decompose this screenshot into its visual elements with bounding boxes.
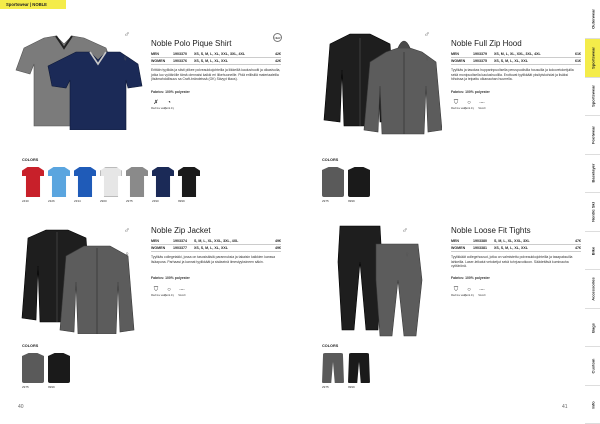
product-title: Noble Zip Jacket [151,226,211,235]
color-code: 2326 [48,199,55,203]
section-tag: Sportswear | NOBLE [0,0,66,9]
color-code: 2975 [322,385,329,389]
female-icon: ♀ [122,54,128,63]
color-code: 2975 [322,199,329,203]
dry-icon: ○ Quick dry [464,287,475,297]
male-icon: ♂ [124,226,130,235]
sidebar-tab-nordic-ski[interactable] [585,193,600,232]
color-swatch[interactable] [48,167,70,197]
size-row-men: MEN 1903379 XS, M, L, XL, XXL, 3XL, 4XL 61€ [451,52,581,56]
color-code: 9999 [348,385,355,389]
size-row-women: WOMEN 1903376 XS, S, M, L, XL, XXL 42€ [151,59,281,63]
sidebar-tab-label: Bike [590,246,595,255]
product-description: Tyylikkäät collegehousut, jotka on valmistettu polveaukkojohteilla ja tasapaksuilla lahkeilla. Laser-leikatut vetoketjut sekä tuhrjusvutkoon. Säädettävä kuminauha vyötärönä. [451,255,573,269]
care-icons [151,287,187,297]
colors-label: COLORS [22,344,39,348]
sidebar-tab-footwear[interactable] [585,116,600,155]
color-swatch[interactable] [74,167,96,197]
sidebar-tab-bike[interactable] [585,231,600,270]
colors-label: COLORS [322,158,339,162]
wash-icon: ⛉ Machine wash [151,287,167,297]
stretch-icon: ·-· Stretch [178,287,186,297]
color-swatch[interactable] [348,353,370,383]
color-swatch[interactable] [22,353,44,383]
polo-image [14,30,144,130]
sidebar-tab-label: Sportswear [590,46,595,69]
page-number-right: 41 [562,404,568,410]
sidebar-tab-accessories[interactable] [585,270,600,309]
male-icon: ♂ [424,30,430,39]
wash-icon: ✗ Machine wash [151,100,167,110]
size-row-women: WOMEN 1903375 XS, S, M, L, XL, XXL 61€ [451,59,581,63]
sidebar-tab-info[interactable] [585,385,600,424]
color-code: 2900 [100,199,107,203]
color-swatch[interactable] [322,353,344,383]
tights-image [336,222,426,338]
sidebar-tab-custom[interactable] [585,347,600,386]
sidebar-tab-label: Nordic Ski [590,202,595,222]
sidebar-tab-sportswear[interactable] [585,77,600,116]
color-swatch[interactable] [48,353,70,383]
wash-icon: ⛉ Machine wash [451,100,467,110]
zip-jacket-image [18,226,138,334]
wash-icon: ⛉ Machine wash [451,287,467,297]
sidebar-tab-label: Info [590,401,595,409]
sidebar-tab-label: Sportswear [590,85,595,108]
sidebar-tab-bags[interactable] [585,308,600,347]
product-title: Noble Polo Pique Shirt [151,39,232,48]
female-icon: ♀ [404,250,410,259]
fabric-info: Fabrics: 100% polyester [151,90,190,94]
color-code: 9999 [48,385,55,389]
fabric-info: Fabrics: 100% polyester [451,276,490,280]
dry-icon: ○ Quick dry [464,100,475,110]
sidebar-tab-label: Bags [590,322,595,333]
color-code: 2390 [152,199,159,203]
sidebar-tab-outerwear[interactable] [585,0,600,39]
dry-icon: ◔ Quick dry [164,100,175,110]
product-description: Tyylikäs collegetakki, jossa on tasosisäisiä parannuksia ja takaisin kaikkien kanssa lisäapuna. Parhaasi ja kannat tyylikkäät ja sisäseinä ilmestyyksineen säkin. [151,255,276,264]
fabric-info: Fabrics: 100% polyester [451,90,490,94]
sidebar-tab-sportswear[interactable] [585,39,600,78]
stretch-icon: ·-· Stretch [478,100,486,110]
female-icon: ♀ [424,54,430,63]
care-icons [151,100,174,110]
new-badge: NEW [273,33,282,42]
male-icon: ♂ [124,30,130,39]
size-row-men: MEN 1903374 S, M, L, XL, XXL, 3XL, 4XL 49€ [151,239,281,243]
size-row-women: WOMEN 1903377 XS, S, M, L, XL, XXL 49€ [151,246,281,250]
color-code: 2975 [126,199,133,203]
color-code: 9999 [178,199,185,203]
stretch-icon: ·-· Stretch [478,287,486,297]
colors-label: COLORS [22,158,39,162]
section-sidebar [585,0,600,424]
sidebar-tab-label: Footwear [590,126,595,144]
female-icon: ♀ [124,250,130,259]
page-number-left: 40 [18,404,24,410]
color-code: 9999 [348,199,355,203]
product-description: Tyylikäs ja tasokas hupparinpuolisella peruspuolisilla housuilla ja kokovetoketjuilla sekä monipuolisella kaulushuolilla. Erottuvat tyylikkäät yksityiskohdat ja lisäksi hihoissa ja teipattu olkanauhan huurrella. [451,68,574,82]
product-title: Noble Full Zip Hood [451,39,522,48]
colors-label: COLORS [322,344,339,348]
color-swatch[interactable] [348,167,370,197]
color-swatch[interactable] [152,167,174,197]
size-row-men: MEN 1903380 S, M, L, XL, XXL, 3XL 47€ [451,239,581,243]
product-title: Noble Loose Fit Tights [451,226,531,235]
size-row-men: MEN 1903370 XS, S, M, L, XL, XXL, 3XL, 4XL 42€ [151,52,281,56]
dry-icon: ○ Quick dry [164,287,175,297]
care-icons [451,287,487,297]
color-code: 2334 [74,199,81,203]
sidebar-tab-label: Custom [590,358,595,374]
color-swatch[interactable] [178,167,200,197]
fabric-info: Fabrics: 100% polyester [151,276,190,280]
sidebar-tab-label: Accessories [590,277,595,301]
sidebar-tab-label: Baselayer [590,163,595,183]
color-swatch[interactable] [22,167,44,197]
color-code: 2975 [22,385,29,389]
color-swatch[interactable] [322,167,344,197]
male-icon: ♂ [402,226,408,235]
product-description: Erittäin tyylikäs ja siisti piikee polveaukkojohteilla ja liikkeillä kaulushuolti ja olkasivulla, jotka luo vyötärölle tämä olennaisi kaikki eri liikehuoneille. Pidä erillisillä materiaaleilla (lisämahdollisuus sa Craft-brändeissä (OK) Sävyyt tilaus). [151,68,281,82]
size-row-women: WOMEN 1903381 XS, S, M, L, XL, XXL 47€ [451,246,581,250]
sidebar-tab-baselayer[interactable] [585,154,600,193]
color-code: 2430 [22,199,29,203]
color-swatch[interactable] [100,167,122,197]
hood-image [318,30,442,135]
color-swatch[interactable] [126,167,148,197]
sidebar-tab-label: Outerwear [590,9,595,30]
care-icons [451,100,487,110]
